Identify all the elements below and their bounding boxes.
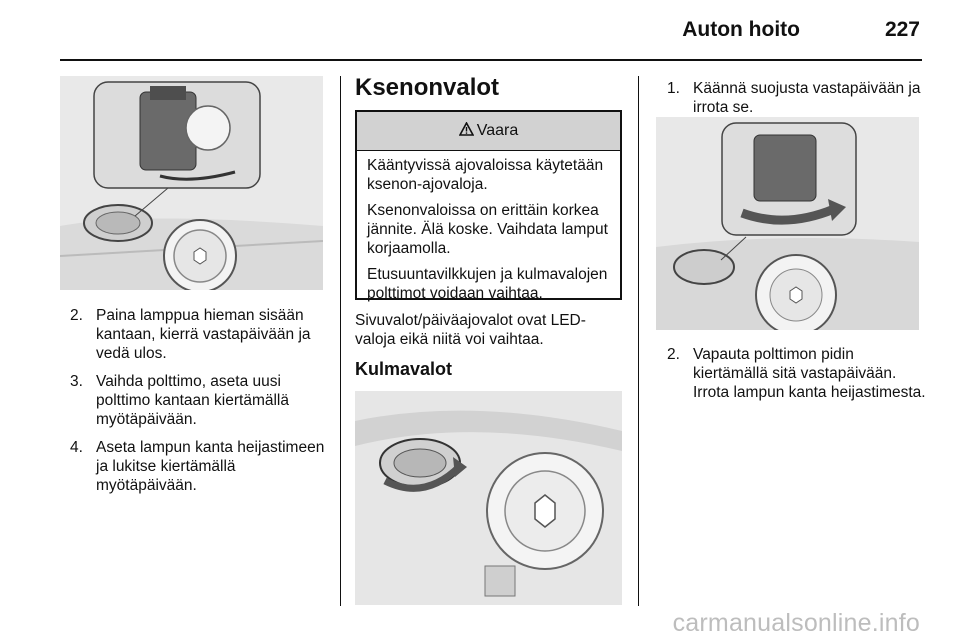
section-title: Ksenonvalot <box>355 74 500 101</box>
warning-paragraph: Kääntyvissä ajovaloissa käytetään ksenon-ajovaloja. <box>367 157 604 193</box>
warning-header <box>357 112 620 151</box>
list-item <box>667 79 927 117</box>
column-divider-left <box>340 76 341 606</box>
warning-paragraph: Ksenonvaloissa on erittäin korkea jännite. Älä koske. Vaihdata lamput korjaamolla. <box>367 202 608 257</box>
body-paragraph: Sivuvalot/päiväajovalot ovat LED-valoja eikä niitä voi vaihtaa. <box>355 312 586 348</box>
step-text: Vaihda polttimo, aseta uusi polttimo kantaan kiertämällä myötäpäivään. <box>96 373 289 428</box>
protective-cap-illustration <box>656 117 919 330</box>
right-steps-list-bottom <box>667 345 927 411</box>
step-number: 1. <box>667 80 680 97</box>
step-text: Vapauta polttimon pidin kiertämällä sitä vastapäivään. Irrota lampun kanta heijastimesta. <box>693 346 926 401</box>
warning-paragraph: Etusuuntavilkkujen ja kulmavalojen polttimot voidaan vaihtaa. <box>367 266 608 302</box>
cornering-lamp-illustration <box>355 391 622 605</box>
subsection-title: Kulmavalot <box>355 359 453 379</box>
step-number: 2. <box>667 346 680 363</box>
column-divider-right <box>638 76 639 606</box>
step-number: 4. <box>70 439 83 456</box>
list-item <box>70 306 335 363</box>
left-steps-list <box>70 306 335 504</box>
bulb-holder-illustration <box>60 76 323 290</box>
warning-triangle-icon <box>459 122 474 141</box>
step-text: Käännä suojusta vastapäivään ja irrota se. <box>693 80 921 116</box>
step-number: 2. <box>70 307 83 324</box>
header-divider <box>60 59 922 61</box>
watermark: carmanualsonline.info <box>672 609 920 637</box>
warning-title: Vaara <box>476 122 519 139</box>
page-number: 227 <box>884 18 920 41</box>
step-text: Aseta lampun kanta heijastimeen ja lukitse kiertämällä myötäpäivään. <box>96 439 325 494</box>
list-item <box>667 345 927 402</box>
list-item <box>70 438 335 495</box>
chapter-title: Auton hoito <box>682 18 800 41</box>
step-number: 3. <box>70 373 83 390</box>
warning-box <box>355 110 622 300</box>
list-item <box>70 372 335 429</box>
step-text: Paina lamppua hieman sisään kantaan, kierrä vastapäivään ja vedä ulos. <box>96 307 311 362</box>
warning-body <box>357 151 620 303</box>
